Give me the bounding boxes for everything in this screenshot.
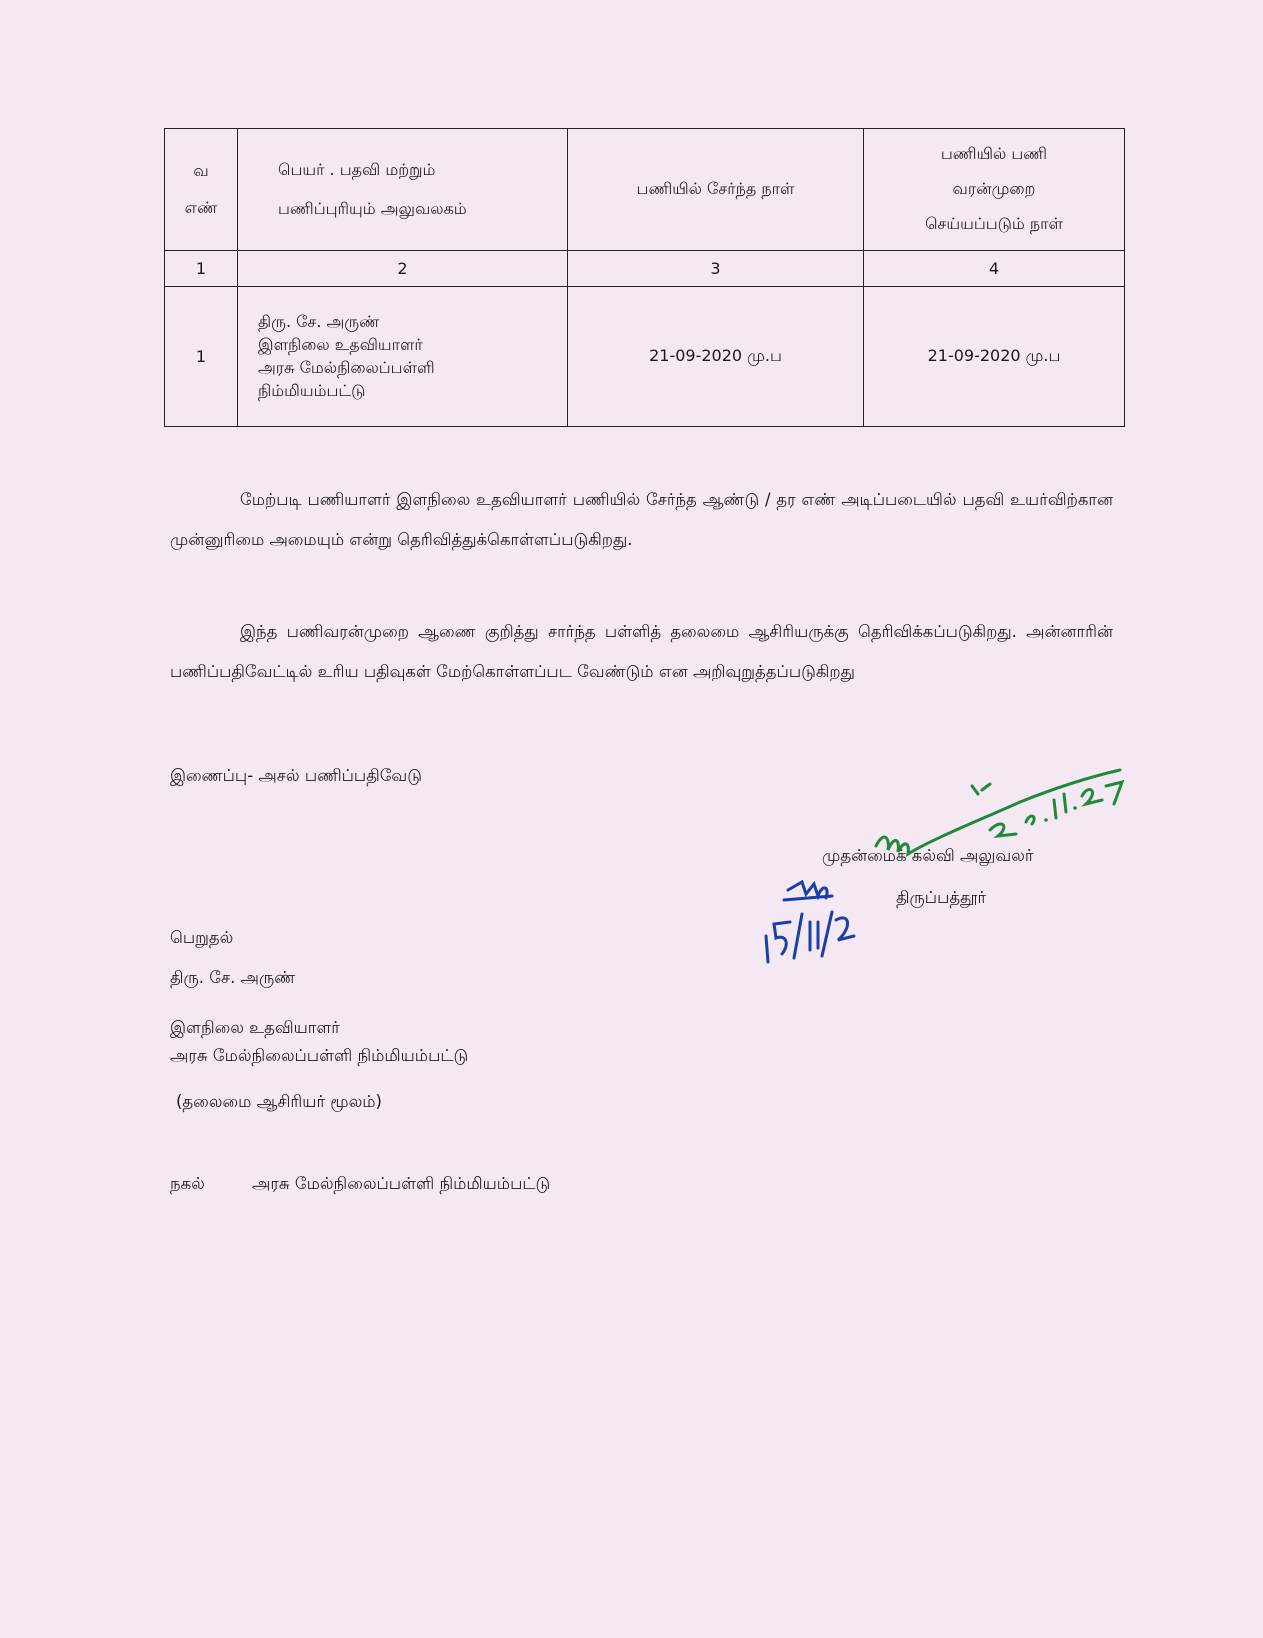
table-row [165,287,1125,427]
header-name-line2: பணிப்புரியும் அலுவலகம் [278,198,467,218]
header-reg-line3: செய்யப்படும் நாள் [925,214,1063,233]
copy-label: நகல் [170,1174,205,1193]
row-office: அரசு மேல்நிலைப்பள்ளி [258,358,435,377]
column-number: 3 [568,251,864,287]
row-name: திரு. சே. அருண் [258,312,380,331]
header-reg-line1: பணியில் பணி [940,144,1048,163]
row-regularisation-date: 21-09-2020 மு.ப [864,287,1125,427]
column-number: 4 [864,251,1125,287]
header-serial-line1: வ [193,160,209,180]
header-serial [165,129,238,251]
row-office-place: நிம்மியம்பட்டு [258,381,366,400]
row-designation: இளநிலை உதவியாளர் [258,335,423,354]
receipt-initials-scribble [760,876,860,966]
row-name-cell [238,287,568,427]
enclosure-note: இணைப்பு- அசல் பணிப்பதிவேடு [170,766,422,785]
header-serial-line2: எண் [184,197,218,217]
header-joining-date-text: பணியில் சேர்ந்த நாள் [636,179,795,198]
header-joining-date [568,129,864,251]
header-name [238,129,568,251]
signatory-designation: முதன்மைக் கல்வி அலுவலர் [822,846,1034,865]
recipient-designation: இளநிலை உதவியாளர் [170,1018,340,1037]
signatory-place: திருப்பத்தூர் [896,888,987,907]
regularisation-table [164,128,1125,427]
paragraph-seniority: மேற்படி பணியாளர் இளநிலை உதவியாளர் பணியில் சேர்ந்த ஆண்டு / தர எண் அடிப்படையில் பதவி உயர்விற்கான முன்னுரிமை அமையும் என்று தெரிவித்துக்கொள்ளப்படுகிறது. [170,490,1113,549]
recipient-name: திரு. சே. அருண் [170,968,296,987]
row-serial: 1 [165,287,238,427]
recipient-office: அரசு மேல்நிலைப்பள்ளி நிம்மியம்பட்டு [170,1046,469,1065]
column-number: 2 [238,251,568,287]
header-reg-line2: வரன்முறை [952,179,1036,198]
paragraph-instruction: இந்த பணிவரன்முறை ஆணை குறித்து சார்ந்த பள்ளித் தலைமை ஆசிரியருக்கு தெரிவிக்கப்படுகிறது. அன்னாரின் பணிப்பதிவேட்டில் உரிய பதிவுகள் மேற்கொள்ளப்பட வேண்டும் என அறிவுறுத்தப்படுகிறது [170,622,1113,681]
table-header-row [165,129,1125,251]
recipient-label: பெறுதல் [170,928,234,947]
copy-recipient: அரசு மேல்நிலைப்பள்ளி நிம்மியம்பட்டு [252,1174,551,1193]
table-column-number-row [165,251,1125,287]
column-number: 1 [165,251,238,287]
header-name-line1: பெயர் . பதவி மற்றும் [278,159,436,179]
recipient-via: (தலைமை ஆசிரியர் மூலம்) [176,1092,382,1111]
row-joining-date: 21-09-2020 மு.ப [568,287,864,427]
header-regularisation-date [864,129,1125,251]
